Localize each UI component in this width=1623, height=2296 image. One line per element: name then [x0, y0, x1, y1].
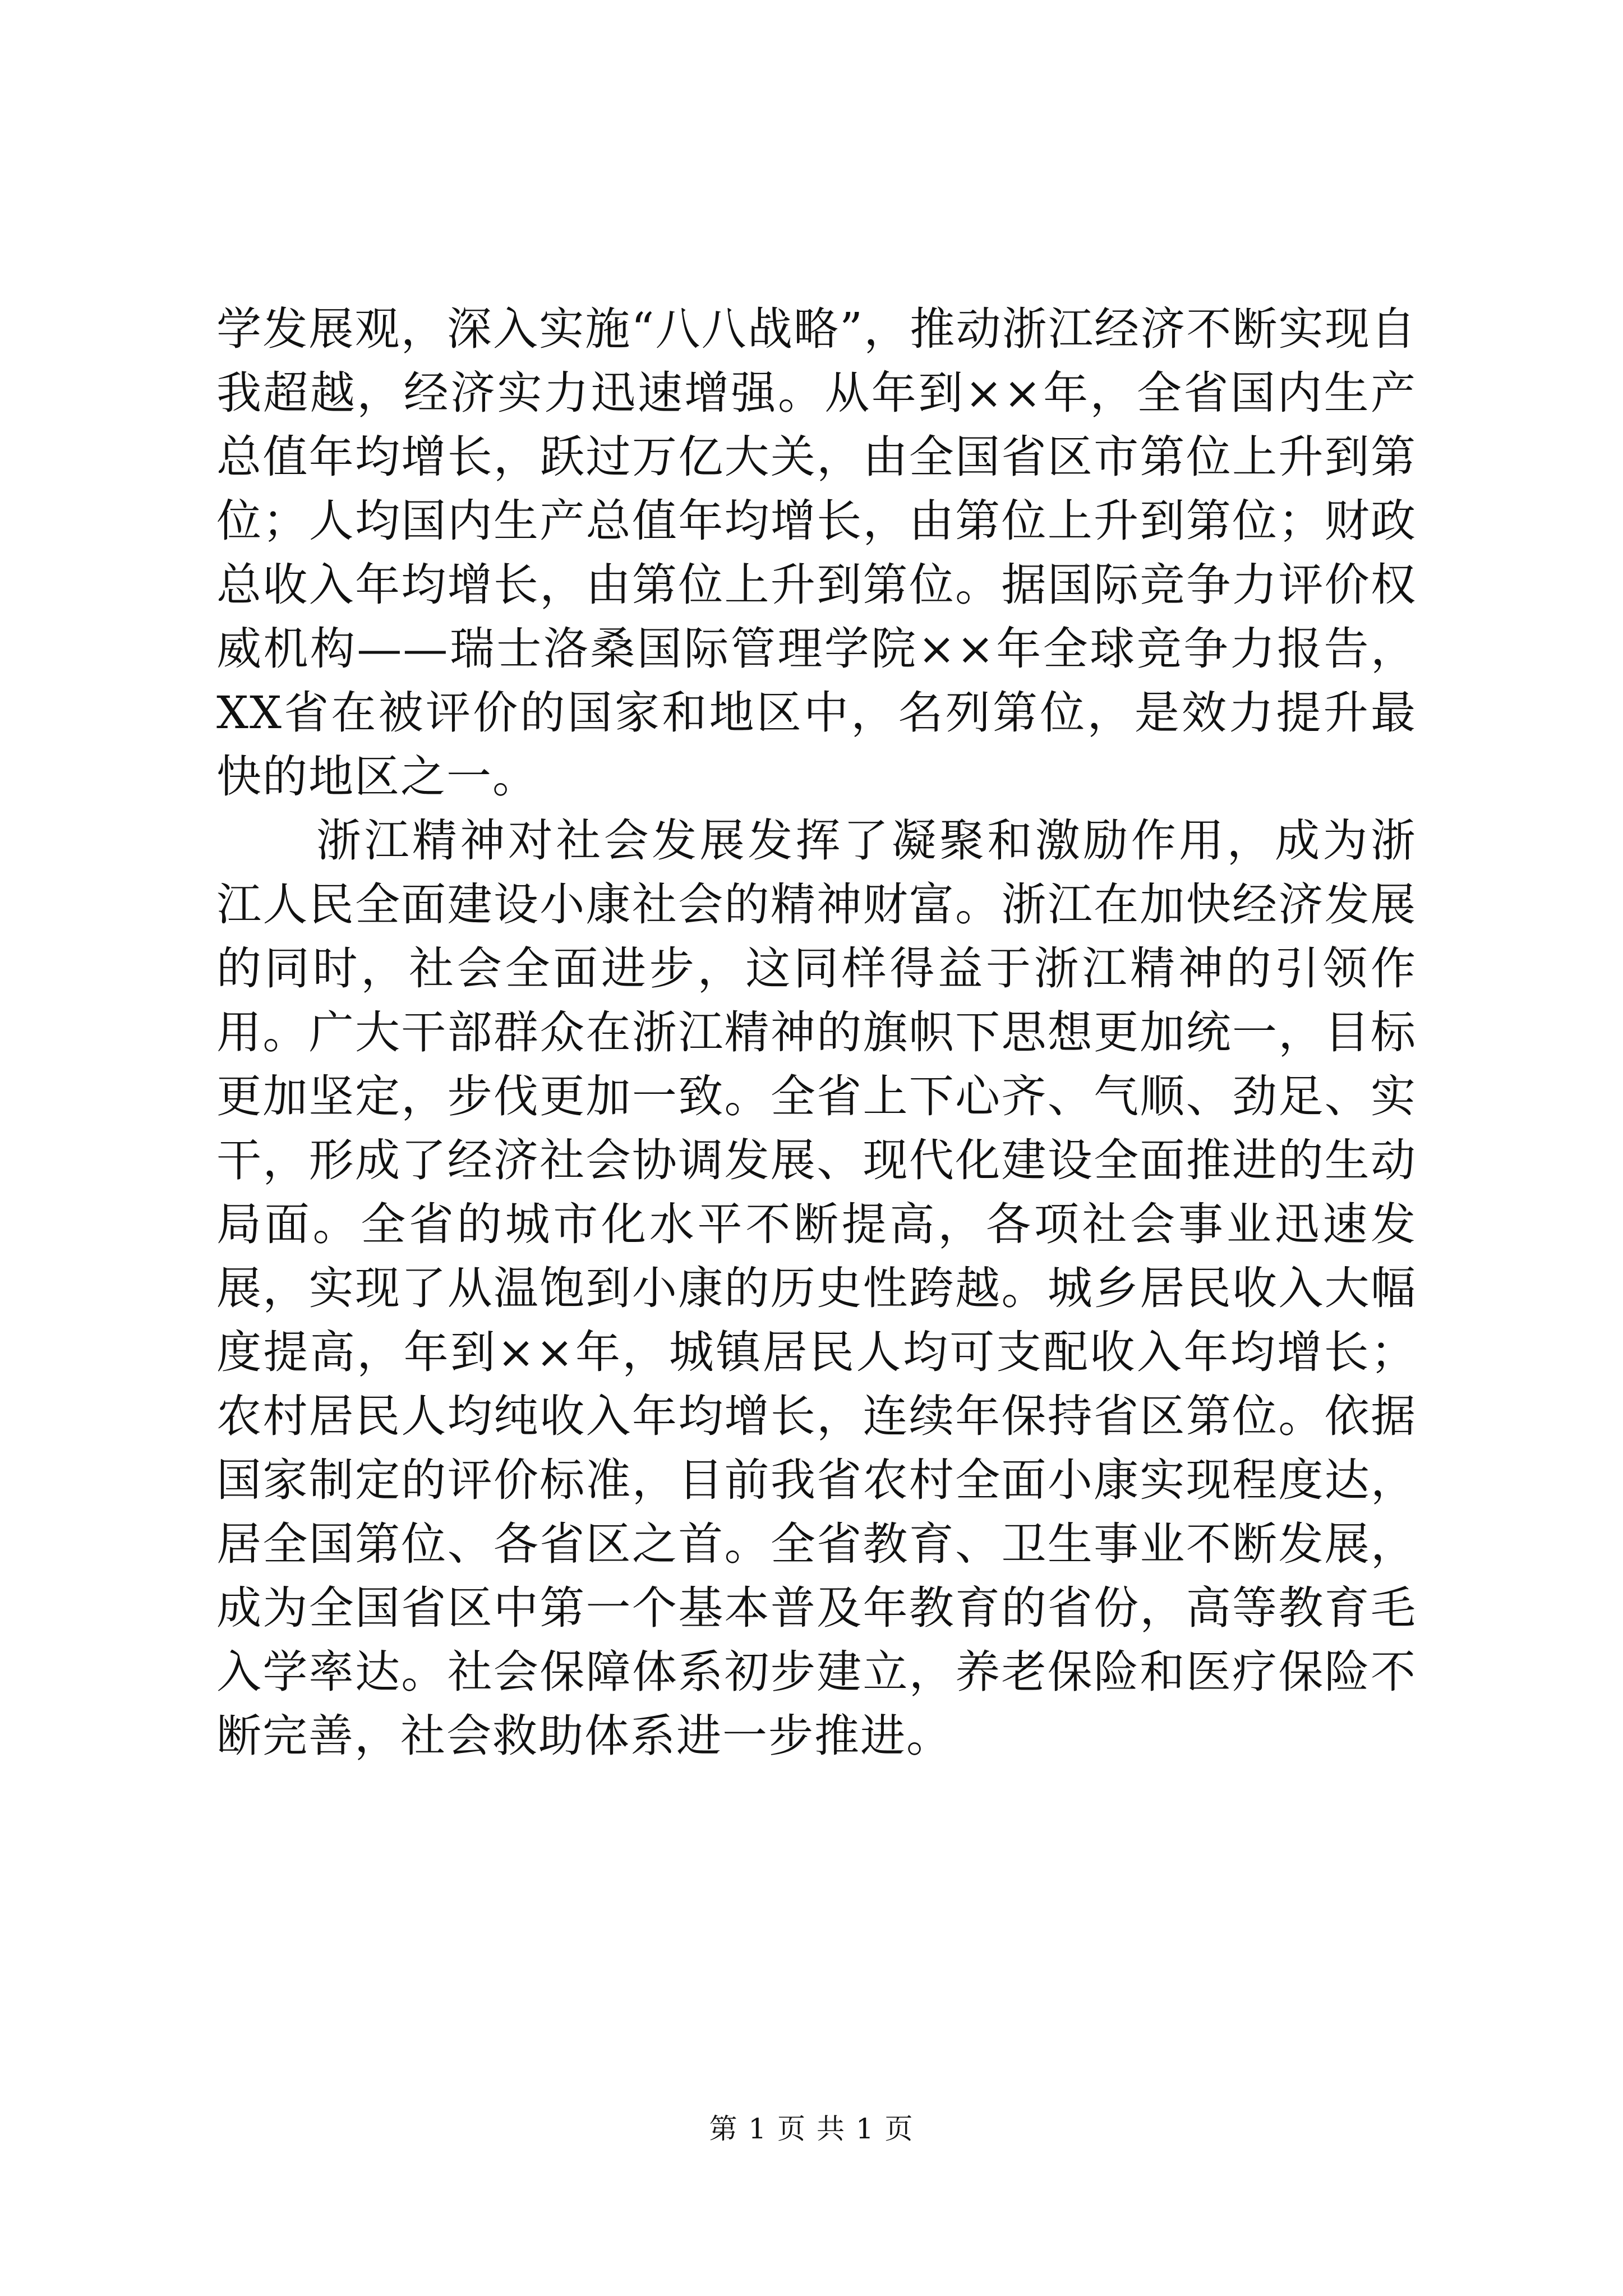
document-body	[216, 297, 1417, 1768]
paragraph-social-development: 浙江精神对社会发展发挥了凝聚和激励作用，成为浙江人民全面建设小康社会的精神财富。浙江在加快经济发展的同时，社会全面进步，这同样得益于浙江精神的引领作用。广大干部群众在浙江精神的旗帜下思想更加统一，目标更加坚定，步伐更加一致。全省上下心齐、气顺、劲足、实干，形成了经济社会协调发展、现代化建设全面推进的生动局面。全省的城市化水平不断提高，各项社会事业迅速发展，实现了从温饱到小康的历史性跨越。城乡居民收入大幅度提高，年到××年，城镇居民人均可支配收入年均增长；农村居民人均纯收入年均增长，连续年保持省区第位。依据国家制定的评价标准，目前我省农村全面小康实现程度达，居全国第位、各省区之首。全省教育、卫生事业不断发展，成为全国省区中第一个基本普及年教育的省份，高等教育毛入学率达。社会保障体系初步建立，养老保险和医疗保险不断完善，社会救助体系进一步推进。	[216, 815, 1417, 1762]
page-number-footer: 第 1 页 共 1 页	[709, 2113, 914, 2145]
paragraph-economy: 学发展观，深入实施“八八战略”，推动浙江经济不断实现自我超越，经济实力迅速增强。从年到××年，全省国内生产总值年均增长，跃过万亿大关，由全国省区市第位上升到第位；人均国内生产总值年均增长，由第位上升到第位；财政总收入年均增长，由第位上升到第位。据国际竞争力评价权威机构——瑞士洛桑国际管理学院××年全球竞争力报告，XX省在被评价的国家和地区中，名列第位，是效力提升最快的地区之一。	[216, 303, 1417, 803]
